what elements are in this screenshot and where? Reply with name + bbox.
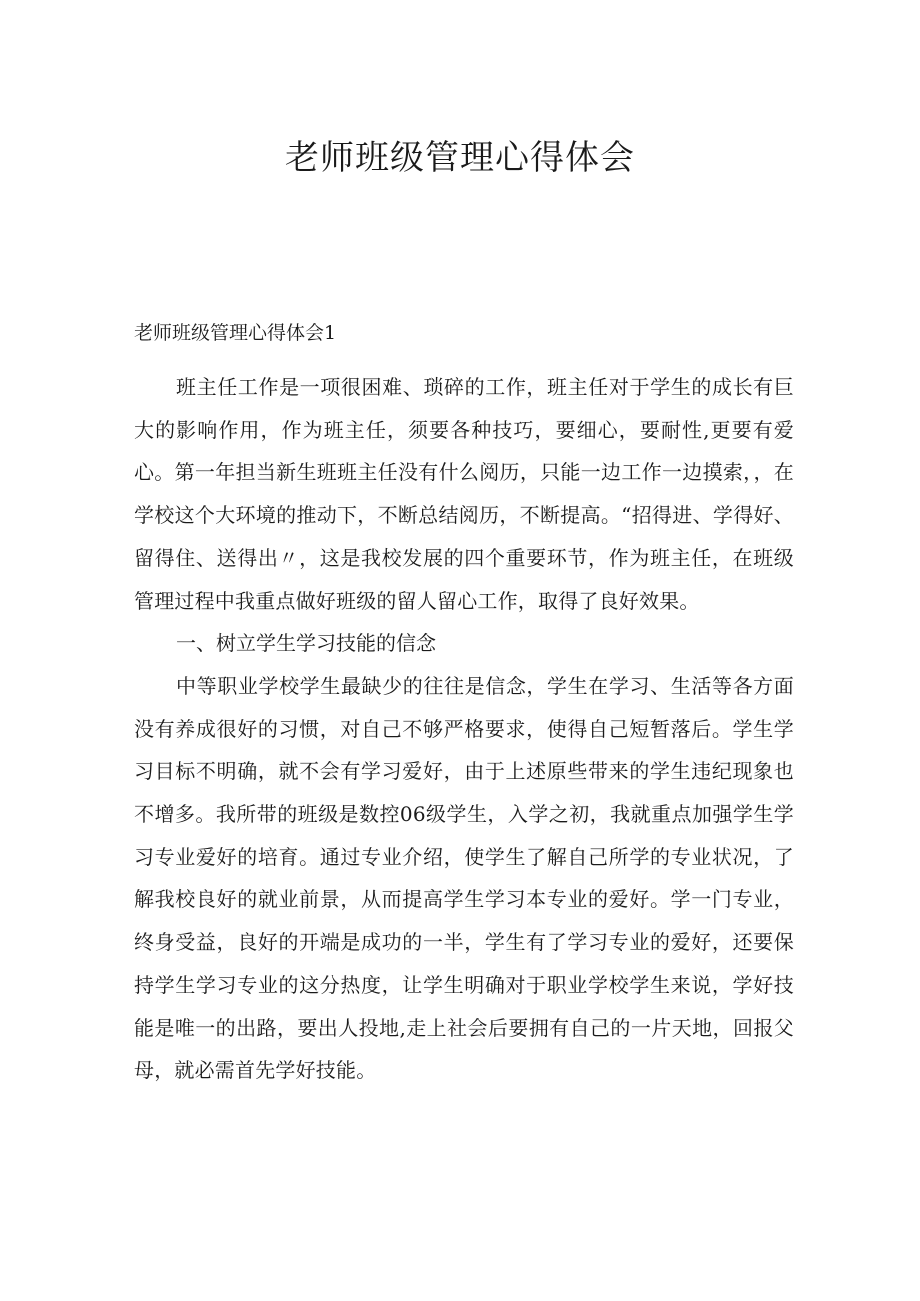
paragraph-intro: 班主任工作是一项很困难、琐碎的工作，班主任对于学生的成长有巨大的影响作用，作为班主任，须要各种技巧，要细心，要耐性,更要有爱心。第一年担当新生班班主任没有什么阅历，只能一边工作一边摸索，，在学校这个大环境的推动下，不断总结阅历，不断提高。“招得进、学得好、留得住、送得出〃，这是我校发展的四个重要环节，作为班主任，在班级管理过程中我重点做好班级的留人留心工作，取得了良好效果。	[134, 375, 794, 613]
document-body	[134, 366, 794, 1092]
document-title: 老师班级管理心得体会	[285, 138, 635, 178]
subheading-belief: 一、树立学生学习技能的信念	[176, 631, 436, 656]
section-heading: 老师班级管理心得体会1	[134, 322, 337, 344]
paragraph-belief: 中等职业学校学生最缺少的往往是信念，学生在学习、生活等各方面没有养成很好的习惯，对自己不够严格要求，使得自己短暂落后。学生学习目标不明确，就不会有学习爱好，由于上述原些带来的学生违纪现象也不增多。我所带的班级是数控06级学生，入学之初，我就重点加强学生学习专业爱好的培育。通过专业介绍，使学生了解自己所学的专业状况，了解我校良好的就业前景，从而提高学生学习本专业的爱好。学一门专业，终身受益，良好的开端是成功的一半，学生有了学习专业的爱好，还要保持学生学习专业的这分热度，让学生明确对于职业学校学生来说，学好技能是唯一的出路，要出人投地,走上社会后要拥有自己的一片天地，回报父母，就必需首先学好技能。	[134, 673, 794, 1083]
